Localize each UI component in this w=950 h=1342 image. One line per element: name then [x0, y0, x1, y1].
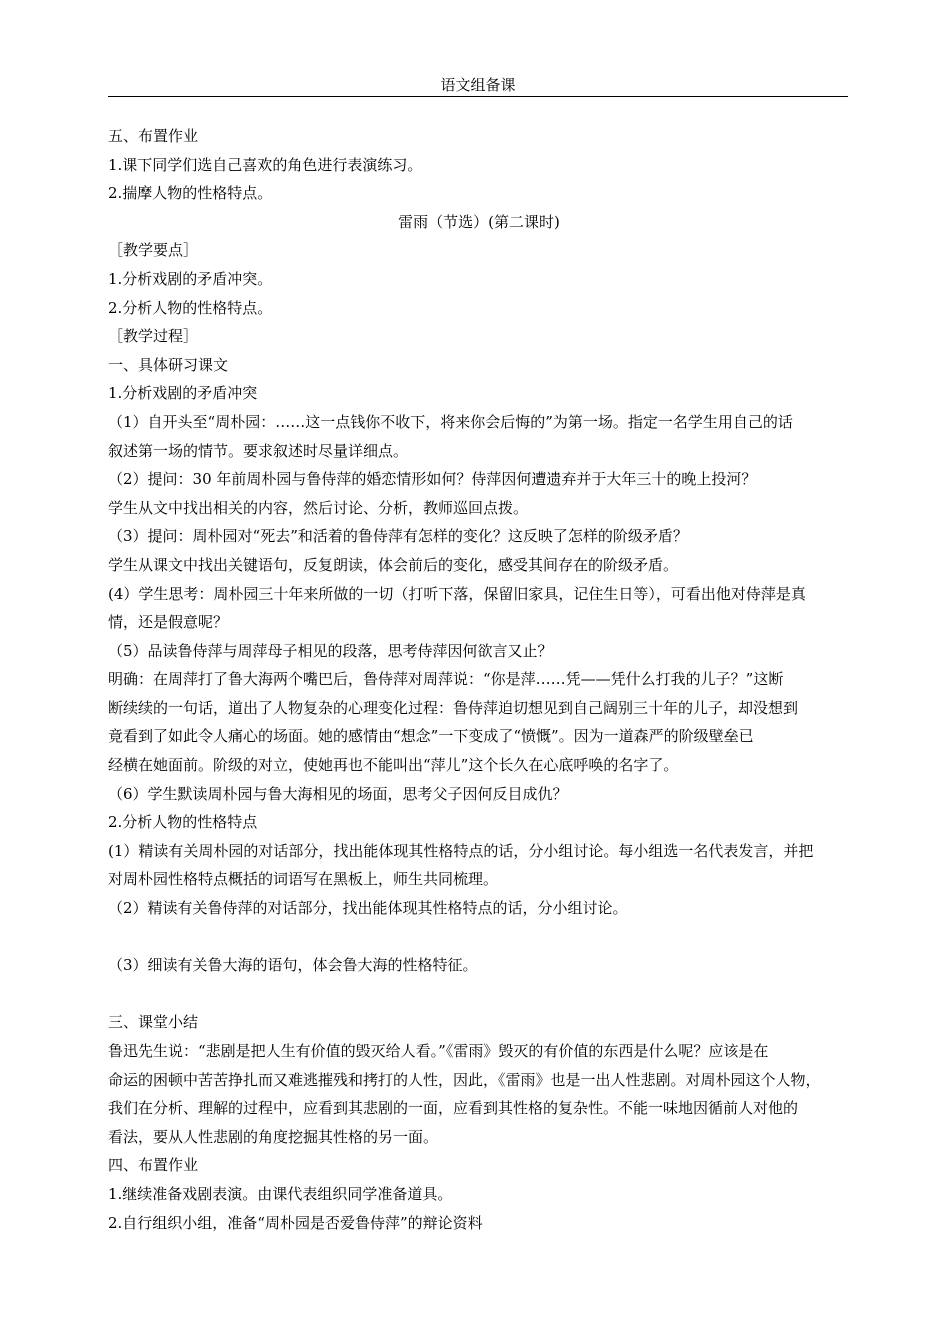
section-heading: ［教学要点］	[108, 241, 199, 260]
body-line: 2.分析人物的性格特点	[108, 813, 258, 832]
document-body	[108, 122, 850, 1237]
body-line: （1）自开头至“周朴园：……这一点钱你不收下，将来你会后悔的”为第一场。指定一名学生用自己的话	[108, 412, 793, 431]
body-line: 1.分析戏剧的矛盾冲突	[108, 384, 258, 403]
body-line: （2）提问：30 年前周朴园与鲁侍萍的婚恋情形如何？侍萍因何遭遗弃并于大年三十的晚上投河？	[108, 470, 757, 489]
body-line: 我们在分析、理解的过程中，应看到其悲剧的一面，应看到其性格的复杂性。不能一味地因循前人对他的	[108, 1099, 799, 1118]
section-heading: 三、课堂小结	[108, 1013, 199, 1032]
section-heading: 一、具体研习课文	[108, 355, 229, 374]
body-line: 明确：在周萍打了鲁大海两个嘴巴后，鲁侍萍对周萍说：“你是萍……凭——凭什么打我的儿子？”这断	[108, 670, 784, 689]
body-line: 叙述第一场的情节。要求叙述时尽量详细点。	[108, 441, 409, 460]
body-line: 学生从课文中找出关键语句，反复朗读，体会前后的变化，感受其间存在的阶级矛盾。	[108, 555, 679, 574]
blank-line	[108, 923, 850, 952]
body-line: （6）学生默读周朴园与鲁大海相见的场面，思考父子因何反目成仇？	[108, 784, 568, 803]
body-line: （2）精读有关鲁侍萍的对话部分，找出能体现其性格特点的话，分小组讨论。	[108, 899, 628, 918]
body-line: 竟看到了如此令人痛心的场面。她的感情由“想念”一下变成了“愤慨”。因为一道森严的阶级壁垒已	[108, 727, 754, 746]
body-line: 2.分析人物的性格特点。	[108, 298, 273, 317]
body-line: （3）提问：周朴园对“死去”和活着的鲁侍萍有怎样的变化？这反映了怎样的阶级矛盾？	[108, 527, 688, 546]
body-line: 对周朴园性格特点概括的词语写在黑板上，师生共同梳理。	[108, 870, 499, 889]
body-line: 断续续的一句话，道出了人物复杂的心理变化过程：鲁侍萍迫切想见到自己阔别三十年的儿子，却没想到	[108, 698, 799, 717]
body-line: 2.揣摩人物的性格特点。	[108, 184, 273, 203]
body-line: 经横在她面前。阶级的对立，使她再也不能叫出“萍儿”这个长久在心底呼唤的名字了。	[108, 756, 679, 775]
section-heading: ［教学过程］	[108, 327, 199, 346]
body-line: 鲁迅先生说：“悲剧是把人生有价值的毁灭给人看。”《雷雨》毁灭的有价值的东西是什么呢？应该是在	[108, 1042, 769, 1060]
lesson-title: 雷雨（节选）(第二课时)	[398, 212, 560, 231]
body-line: （3）细读有关鲁大海的语句，体会鲁大海的性格特征。	[108, 956, 478, 975]
body-line: 1.分析戏剧的矛盾冲突。	[108, 269, 273, 288]
body-line: 情，还是假意呢？	[108, 613, 229, 632]
header-divider	[108, 96, 848, 97]
body-line: 1.课下同学们选自己喜欢的角色进行表演练习。	[108, 155, 423, 174]
section-heading: 五、布置作业	[108, 127, 199, 145]
blank-line	[108, 980, 850, 1009]
body-line: (4）学生思考：周朴园三十年来所做的一切（打听下落，保留旧家具，记住生日等），可看出他对侍萍是真	[108, 584, 806, 603]
body-line: 1.继续准备戏剧表演。由课代表组织同学准备道具。	[108, 1184, 453, 1203]
page-header: 语文组备课	[440, 76, 516, 94]
body-line: 命运的困顿中苦苦挣扎而又难逃摧残和拷打的人性，因此，《雷雨》也是一出人性悲剧。对周朴园这个人物，	[108, 1070, 821, 1089]
body-line: 学生从文中找出相关的内容，然后讨论、分析，教师巡回点拨。	[108, 498, 529, 517]
section-heading: 四、布置作业	[108, 1156, 199, 1175]
body-line: （5）品读鲁侍萍与周萍母子相见的段落，思考侍萍因何欲言又止？	[108, 641, 553, 660]
body-line: 2.自行组织小组，准备“周朴园是否爱鲁侍萍”的辩论资料	[108, 1213, 483, 1232]
body-line: (1）精读有关周朴园的对话部分，找出能体现其性格特点的话，分小组讨论。每小组选一名代表发言，并把	[108, 841, 814, 860]
body-line: 看法，要从人性悲剧的角度挖掘其性格的另一面。	[108, 1127, 439, 1146]
